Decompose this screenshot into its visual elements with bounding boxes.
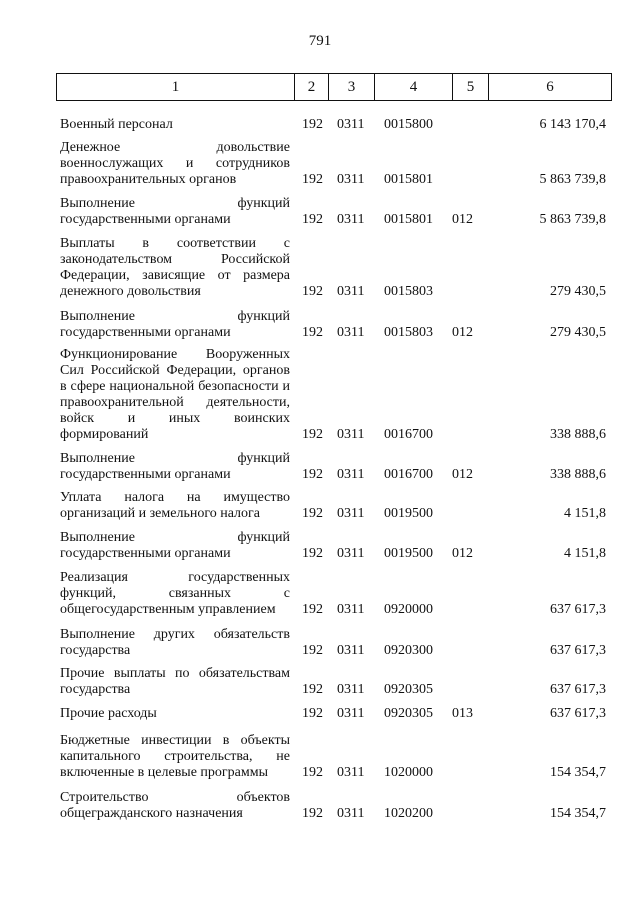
row-c6: 637 617,3: [550, 643, 606, 658]
column-header-row: [57, 74, 612, 101]
row-name-line: общегражданского назначения: [60, 806, 243, 821]
row-c5: 012: [452, 325, 473, 340]
row-c3: 0311: [337, 546, 365, 561]
row-c4: 0019500: [384, 546, 433, 561]
row-c3: 0311: [337, 172, 365, 187]
row-name-line: Федерации, зависящие от размера: [60, 268, 290, 283]
row-name: [60, 490, 290, 522]
table-row: [0, 790, 640, 822]
row-c2: 192: [302, 117, 323, 132]
row-c2: 192: [302, 467, 323, 482]
row-c3: 0311: [337, 806, 365, 821]
table-row: [0, 236, 640, 300]
column-header-1: 1: [57, 74, 295, 101]
row-name: [60, 196, 290, 228]
row-c4: 0920305: [384, 682, 433, 697]
row-c4: 0015803: [384, 325, 433, 340]
column-header-2: 2: [295, 74, 329, 101]
row-c4: 0015800: [384, 117, 433, 132]
row-name-line: включенные в целевые программы: [60, 765, 269, 780]
row-name-line: Реализация государственных: [60, 570, 290, 585]
row-c4: 0920305: [384, 706, 433, 721]
row-name-line: государственными органами: [60, 467, 231, 482]
table-row: [0, 706, 640, 722]
table-row: [0, 347, 640, 443]
row-c2: 192: [302, 427, 323, 442]
row-c6: 338 888,6: [550, 467, 606, 482]
row-c2: 192: [302, 602, 323, 617]
row-name-line: Строительство объектов: [60, 790, 290, 805]
table-row: [0, 117, 640, 133]
row-name: [60, 790, 290, 822]
row-name: [60, 451, 290, 483]
row-c5: 013: [452, 706, 473, 721]
table-row: [0, 570, 640, 618]
row-c4: 1020000: [384, 765, 433, 780]
row-c3: 0311: [337, 706, 365, 721]
row-name-line: правоохранительных органов: [60, 172, 237, 187]
row-c2: 192: [302, 506, 323, 521]
row-name-line: государства: [60, 682, 131, 697]
page-number: 791: [308, 33, 332, 49]
row-name: [60, 666, 290, 698]
row-c3: 0311: [337, 284, 365, 299]
table-row: [0, 530, 640, 562]
row-c3: 0311: [337, 506, 365, 521]
table-row: [0, 309, 640, 341]
column-header-table: [56, 73, 612, 101]
row-name-line: Выплаты в соответствии с: [60, 236, 290, 251]
row-c6: 6 143 170,4: [539, 117, 606, 132]
row-c2: 192: [302, 284, 323, 299]
table-row: [0, 490, 640, 522]
row-c2: 192: [302, 806, 323, 821]
table-row: [0, 733, 640, 781]
row-c4: 0015801: [384, 212, 433, 227]
row-name-line: денежного довольствия: [60, 284, 201, 299]
row-name-line: Выполнение других обязательств: [60, 627, 290, 642]
row-c2: 192: [302, 643, 323, 658]
row-c6: 279 430,5: [550, 325, 606, 340]
row-name-line: Функционирование Вооруженных: [60, 347, 290, 362]
row-name-line: правоохранительной деятельности,: [60, 395, 290, 410]
row-name-line: государства: [60, 643, 131, 658]
table-row: [0, 140, 640, 188]
table-row: [0, 666, 640, 698]
row-c6: 4 151,8: [564, 506, 606, 521]
row-c2: 192: [302, 212, 323, 227]
row-name-line: войск и иных воинских: [60, 411, 290, 426]
row-name: [60, 530, 290, 562]
row-name-line: капитального строительства, не: [60, 749, 290, 764]
row-name-line: Прочие выплаты по обязательствам: [60, 666, 290, 681]
row-name-line: законодательством Российской: [60, 252, 290, 267]
row-c4: 0019500: [384, 506, 433, 521]
row-c6: 4 151,8: [564, 546, 606, 561]
column-header-5: 5: [453, 74, 489, 101]
row-c4: 0015803: [384, 284, 433, 299]
row-name: [60, 570, 290, 618]
row-name: [60, 309, 290, 341]
row-name-line: государственными органами: [60, 325, 231, 340]
row-name: [60, 236, 290, 300]
row-name-line: Денежное довольствие: [60, 140, 290, 155]
row-c3: 0311: [337, 117, 365, 132]
row-c4: 0016700: [384, 467, 433, 482]
row-c2: 192: [302, 172, 323, 187]
row-c4: 0016700: [384, 427, 433, 442]
row-name-line: Прочие расходы: [60, 706, 157, 721]
row-name-line: Выполнение функций: [60, 196, 290, 211]
row-c6: 637 617,3: [550, 706, 606, 721]
row-name: [60, 140, 290, 188]
row-c2: 192: [302, 682, 323, 697]
row-name-line: Бюджетные инвестиции в объекты: [60, 733, 290, 748]
row-name-line: Военный персонал: [60, 117, 173, 132]
row-name: [60, 706, 290, 722]
row-c6: 338 888,6: [550, 427, 606, 442]
row-c3: 0311: [337, 467, 365, 482]
row-c2: 192: [302, 706, 323, 721]
row-c5: 012: [452, 546, 473, 561]
row-name-line: общегосударственным управлением: [60, 602, 276, 617]
row-c6: 154 354,7: [550, 765, 606, 780]
row-c2: 192: [302, 546, 323, 561]
row-name-line: государственными органами: [60, 212, 231, 227]
row-name-line: Уплата налога на имущество: [60, 490, 290, 505]
row-c4: 1020200: [384, 806, 433, 821]
row-name-line: военнослужащих и сотрудников: [60, 156, 290, 171]
table-row: [0, 627, 640, 659]
row-name: [60, 347, 290, 443]
row-c4: 0015801: [384, 172, 433, 187]
column-header-3: 3: [329, 74, 375, 101]
row-c2: 192: [302, 765, 323, 780]
row-c3: 0311: [337, 643, 365, 658]
row-name-line: государственными органами: [60, 546, 231, 561]
row-c2: 192: [302, 325, 323, 340]
table-row: [0, 451, 640, 483]
row-name-line: Выполнение функций: [60, 530, 290, 545]
row-c3: 0311: [337, 212, 365, 227]
row-c3: 0311: [337, 765, 365, 780]
row-name: [60, 117, 290, 133]
row-c3: 0311: [337, 602, 365, 617]
row-c4: 0920300: [384, 643, 433, 658]
row-c6: 154 354,7: [550, 806, 606, 821]
row-c5: 012: [452, 467, 473, 482]
row-name-line: формирований: [60, 427, 149, 442]
column-header-6: 6: [489, 74, 612, 101]
row-c3: 0311: [337, 682, 365, 697]
row-c3: 0311: [337, 427, 365, 442]
row-name-line: функций, связанных с: [60, 586, 290, 601]
row-name-line: организаций и земельного налога: [60, 506, 260, 521]
row-name: [60, 627, 290, 659]
row-c6: 637 617,3: [550, 602, 606, 617]
table-row: [0, 196, 640, 228]
row-c6: 5 863 739,8: [539, 212, 606, 227]
column-header-4: 4: [375, 74, 453, 101]
row-c4: 0920000: [384, 602, 433, 617]
row-c3: 0311: [337, 325, 365, 340]
row-name-line: Выполнение функций: [60, 451, 290, 466]
row-name-line: Выполнение функций: [60, 309, 290, 324]
row-c6: 5 863 739,8: [539, 172, 606, 187]
row-c6: 637 617,3: [550, 682, 606, 697]
row-c6: 279 430,5: [550, 284, 606, 299]
row-name-line: в сфере национальной безопасности и: [60, 379, 290, 394]
row-name-line: Сил Российской Федерации, органов: [60, 363, 290, 378]
row-c5: 012: [452, 212, 473, 227]
row-name: [60, 733, 290, 781]
